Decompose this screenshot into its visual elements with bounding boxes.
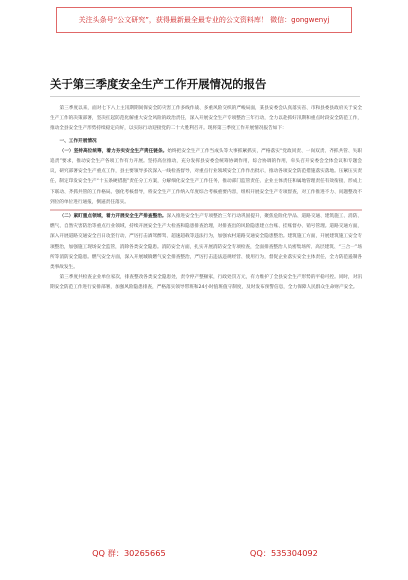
qq-group-number: QQ 群：30265665 [92,548,166,558]
document-body [50,104,362,294]
title-divider [50,96,360,97]
paragraph-1 [50,147,362,208]
intro-paragraph: 第三季度以来，面对七下八上主汛期期间保安全防灾害工作多线作战、多重风险交织的严峻局面，某县安委会认真落实省、市和县委县政府关于安全生产工作的决策部署，坚决扛起防范化解重大安全风险的政治责任，深入开展安全生产专项整治三年行动，全力以赴抓好汛期和重点时段安全防范工作，推动全县安全生产形势持续稳定向好，以实际行动迎接党的二十大胜利召开。现将第三季度工作开展情况报告如下： [50,106,362,132]
paragraph-2 [50,212,362,273]
paragraph-2-body: 深入推进安全生产专项整治三年行动巩固提升，聚焦危险化学品、道路交通、建筑施工、消防、燃气、自然灾害防治等重点行业领域，持续开展安全生产大检查和隐患排查治理，对排查出的风险隐患建立台账、挂账督办、销号管理。道路交通方面，深入开展道路交通安全百日攻坚行动，严厉打击酒驾醉驾、超速超载等违法行为，加强农村道路交通安全隐患整治。建筑施工方面，开展建筑施工安全专项整治，加强施工现场安全监管，消除各类安全隐患。消防安全方面，扎实开展消防安全专项检查，全面排查整治人员密集场所、高层建筑、“三合一”场所等消防安全隐患。燃气安全方面，深入开展城镇燃气安全排查整治，严厉打击违法违规经营、使用行为，督促企业落实安全主体责任，全力防范遏制各类事故发生。 [50,214,363,271]
highlight-rule [50,209,362,211]
section-heading: 一、工作开展情况 [59,138,97,144]
promo-banner-text: 关注头条号“公文研究”，获得最新最全最专业的公文资料库！ 微信：gongwenyj [78,16,330,24]
paragraph-1-lead: （一）坚持高位统筹，着力夯实安全生产责任链条。 [59,148,168,154]
qq-number: QQ：535304092 [249,548,318,558]
paragraph-3: 第三季度共检查企业单位家次，排查整改各类安全隐患处，责令停产整顿家，行政处罚万元，有力维护了全县安全生产形势的平稳可控。同时，对汛期安全防范工作进行安排部署，加强风险隐患排查，严格落实领导带班和24小时值班值守制度，及时发布预警信息，全力保障人民群众生命财产安全。 [50,275,362,291]
paragraph-1-body: 始终把安全生产工作当成头等大事抓紧抓实，严格落实“党政同责、一岗双责、齐抓共管、失职追责”要求，推动安全生产各项工作有力开展。坚持高位推动，充分发挥县安委会统筹协调作用，综合协调的作用，牵头召开安委会全体会议和专题会议，研究部署安全生产重点工作，县主要领导多次深入一线检查督导，对重点行业领域安全工作作出批示，推动各项安全防范措施落实落地。压紧压实责任，制定印发安全生产“十五条硬措施”责任分工方案，分解细化安全生产工作任务，推动部门监管责任、企业主体责任和属地管理责任有效衔接，形成上下联动、齐抓共管的工作格局。强化考核督导，将安全生产工作纳入年度综合考核重要内容，组织开展安全生产专项督查，对工作推进不力、问题整改不到位的单位进行通报，倒逼责任落实。 [50,148,363,205]
document-title: 关于第三季度安全生产工作开展情况的报告 [50,77,267,91]
paragraph-2-lead: （二）紧盯重点领域，着力开展安全生产排查整治。 [59,214,167,220]
footer-contacts [50,548,360,559]
promo-banner [56,7,352,33]
